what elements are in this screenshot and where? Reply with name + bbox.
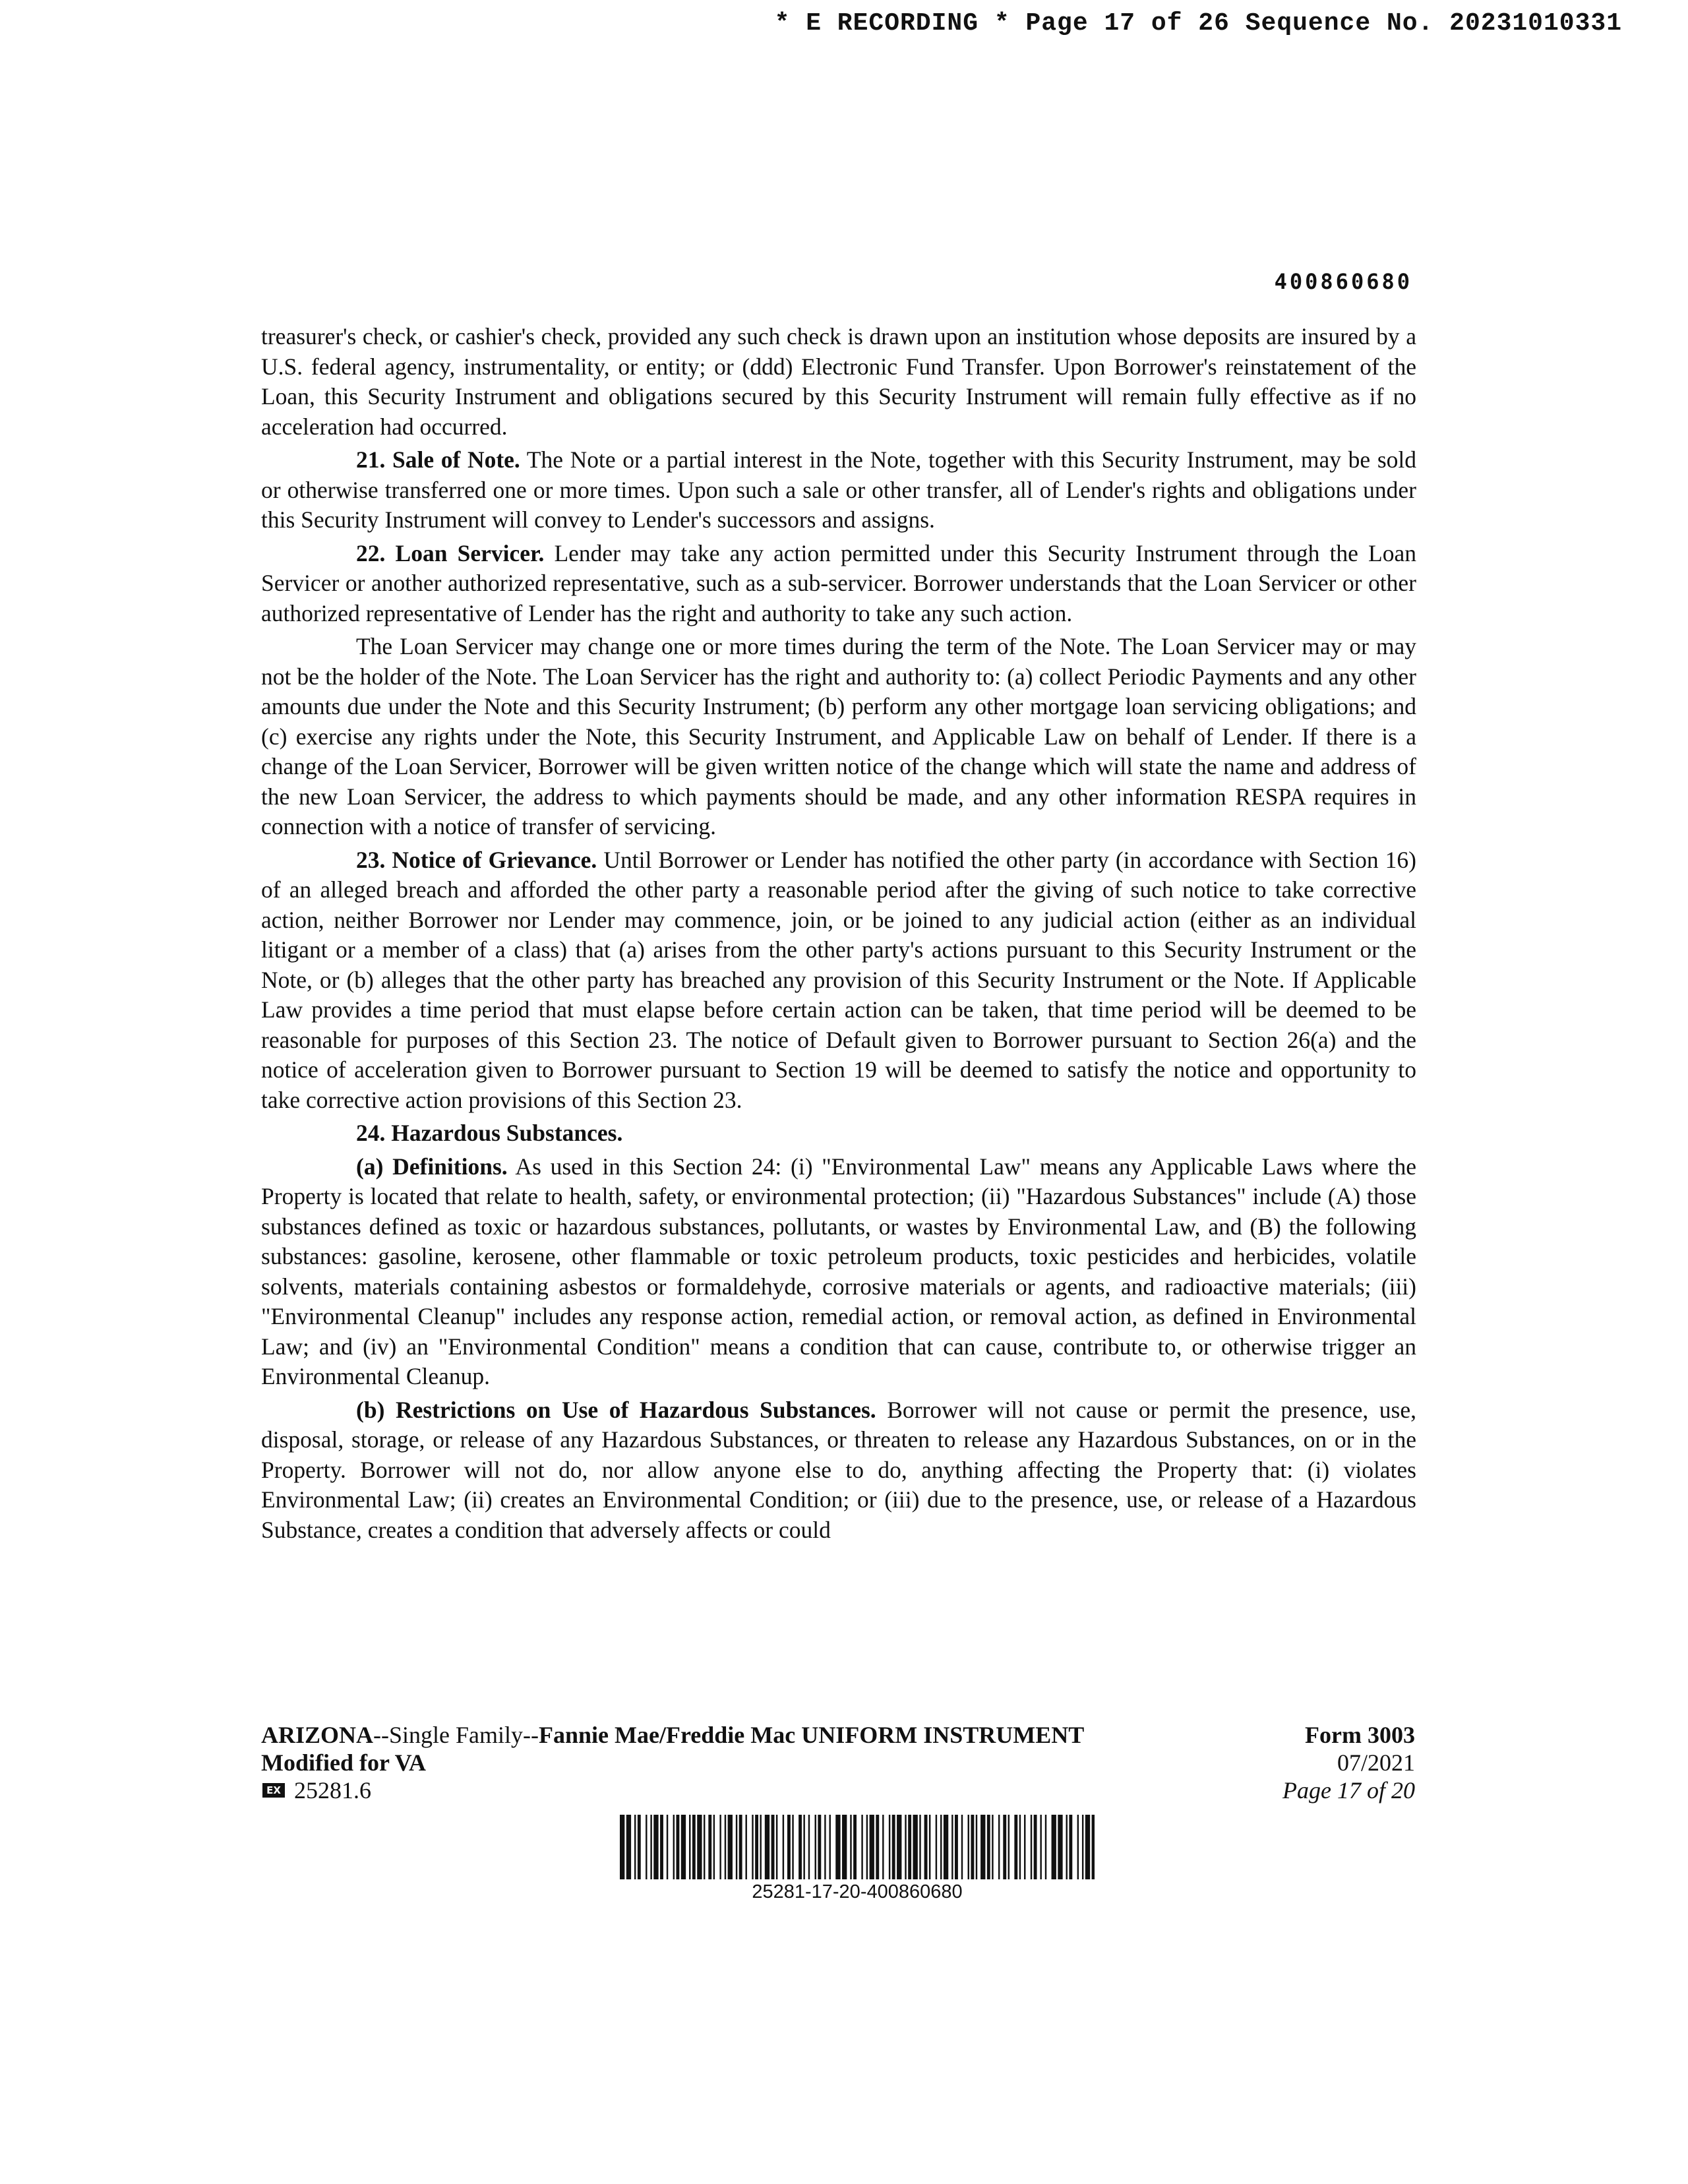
barcode-bar <box>697 1815 702 1879</box>
barcode-bar <box>653 1815 658 1879</box>
barcode-bar <box>1085 1815 1090 1879</box>
barcode-bar <box>976 1815 977 1879</box>
barcode-bar <box>882 1815 884 1879</box>
section-heading: (b) Restrictions on Use of Hazardous Substances. <box>356 1396 876 1423</box>
barcode-bar <box>704 1815 705 1879</box>
barcode-bar <box>1024 1815 1025 1879</box>
barcode-bar <box>620 1815 624 1879</box>
barcode-bar <box>1019 1815 1021 1879</box>
barcode-bar <box>719 1815 721 1879</box>
footer-form-date: 07/2021 <box>1337 1749 1415 1776</box>
footer-modified: Modified for VA <box>261 1749 427 1776</box>
section-heading: 24. Hazardous Substances. <box>356 1120 623 1146</box>
barcode-bar <box>992 1815 993 1879</box>
barcode-bar <box>760 1815 761 1879</box>
barcode-bar <box>803 1815 804 1879</box>
barcode-bar <box>929 1815 930 1879</box>
barcode-bar <box>1003 1815 1006 1879</box>
footer-title-line <box>261 1721 1084 1749</box>
footer-doc-code: 25281.6 <box>294 1777 371 1804</box>
barcode-bar <box>835 1815 840 1879</box>
paragraph-loan-servicer-change <box>261 632 1416 842</box>
barcode-bar <box>913 1815 918 1879</box>
barcode-bar <box>980 1815 985 1879</box>
barcode-bar <box>787 1815 791 1879</box>
paragraph-hazardous-substances <box>261 1118 1416 1149</box>
barcode-bar <box>660 1815 663 1879</box>
footer-form-title <box>261 1721 1084 1804</box>
barcode-bar <box>681 1815 686 1879</box>
paragraph-text: treasurer's check, or cashier's check, provided any such check is drawn upon an institution whose deposits are insured by a U.S. federal agency, instrumentality, or entity; or (ddd) Electronic Fund Transfer. Upon Borrower's reinstatement of the Loan, this Security Instrument and obligations secured by this Security Instrument will remain fully effective as if no acceleration had occurred. <box>261 323 1416 440</box>
section-heading: 23. Notice of Grievance. <box>356 846 597 873</box>
barcode-bar <box>850 1815 851 1879</box>
paragraph-text: The Loan Servicer may change one or more times during the term of the Note. The Loan Servicer may or may not be the holder of the Note. The Loan Servicer has the right and authority to: (a) collect Periodic Payments and any other amounts due under the Note and this Security Instrument; (b) perform any other mortgage loan servicing obligations; and (c) exercise any rights under the Note, this Security Instrument, and Applicable Law on behalf of Lender. If there is a change of the Loan Servicer, Borrower will be given written notice of the change which will state the name and address of the new Loan Servicer, the address to which payments should be made, and any other information RESPA requires in connection with a notice of transfer of servicing. <box>261 633 1416 839</box>
barcode-image <box>620 1815 1095 1879</box>
barcode-bar <box>799 1815 802 1879</box>
barcode-bar <box>634 1815 636 1879</box>
paragraph-text: The Note or a partial interest in the Note, together with this Security Instrument, may be sold or otherwise transferred one or more times. Upon such a sale or other transfer, all of Lender's rights and obligations under this Security Instrument will convey to Lender's successors and assigns. <box>261 446 1416 533</box>
barcode-bar <box>626 1815 631 1879</box>
loan-number: 400860680 <box>1274 269 1412 294</box>
barcode-bar <box>1069 1815 1072 1879</box>
barcode-bar <box>752 1815 753 1879</box>
barcode-bar <box>829 1815 831 1879</box>
barcode-bar <box>776 1815 777 1879</box>
paragraph-text: As used in this Section 24: (i) "Environmental Law" means any Applicable Laws where the Property is located that relate to health, safety, or environmental protection; (ii) "Hazardous Substances" include (A) those substances defined as toxic or hazardous substances, pollutants, or wastes by Environmental Law, and (B) the following substances: gasoline, kerosene, other flammable or toxic petroleum products, toxic pesticides and herbicides, volatile solvents, materials containing asbestos or formaldehyde, corrosive materials or agents, and radioactive materials; (iii) "Environmental Cleanup" includes any response action, remedial action, or removal action, as defined in Environmental Law; and (iv) an "Environmental Condition" means a condition that can cause, contribute to, or otherwise trigger an Environmental Cleanup. <box>261 1153 1416 1389</box>
barcode-bar <box>815 1815 816 1879</box>
barcode-bar <box>1040 1815 1041 1879</box>
barcode-bar <box>673 1815 675 1879</box>
barcode-bar <box>905 1815 906 1879</box>
barcode-bar <box>765 1815 769 1879</box>
ex-logo-icon: EX <box>262 1783 285 1798</box>
barcode-bar <box>689 1815 690 1879</box>
section-heading: 21. Sale of Note. <box>356 446 520 473</box>
barcode-bar <box>792 1815 793 1879</box>
barcode-bar <box>1092 1815 1095 1879</box>
barcode-bar <box>961 1815 963 1879</box>
barcode-bar <box>955 1815 958 1879</box>
recording-header: * E RECORDING * Page 17 of 26 Sequence No. 20231010331 <box>774 9 1622 38</box>
barcode-bar <box>1058 1815 1062 1879</box>
barcode-bar <box>853 1815 857 1879</box>
section-heading: 22. Loan Servicer. <box>356 539 545 566</box>
barcode-bar <box>1034 1815 1037 1879</box>
barcode-bar <box>876 1815 879 1879</box>
barcode-bar <box>783 1815 784 1879</box>
barcode-bar <box>1014 1815 1017 1879</box>
barcode-bar <box>736 1815 737 1879</box>
barcode-bar <box>824 1815 826 1879</box>
barcode-bar <box>667 1815 668 1879</box>
barcode-bar <box>818 1815 821 1879</box>
barcode-bar <box>987 1815 990 1879</box>
barcode-bar <box>728 1815 733 1879</box>
barcode-bar <box>1008 1815 1010 1879</box>
barcode-caption: 25281-17-20-400860680 <box>752 1881 963 1902</box>
barcode-bar <box>866 1815 868 1879</box>
barcode-bar <box>708 1815 711 1879</box>
barcode-bar <box>713 1815 715 1879</box>
section-heading: (a) Definitions. <box>356 1153 508 1180</box>
barcode-bar <box>892 1815 895 1879</box>
barcode-bar <box>940 1815 942 1879</box>
barcode-bar <box>1066 1815 1068 1879</box>
footer-family: --Single Family-- <box>373 1722 539 1748</box>
footer-state: ARIZONA <box>261 1722 374 1748</box>
barcode-bar <box>1082 1815 1083 1879</box>
barcode-bar <box>897 1815 901 1879</box>
paragraph-restrictions <box>261 1395 1416 1546</box>
barcode-bar <box>1052 1815 1056 1879</box>
barcode-bar <box>650 1815 651 1879</box>
paragraph-text: Until Borrower or Lender has notified the other party (in accordance with Section 16) of an alleged breach and afforded the other party a reasonable period after the giving of such notice to take corrective action, neither Borrower nor Lender may commence, join, or be joined to any judicial action (either as an individual litigant or a member of a class) that (a) arises from the other party's actions pursuant to this Security Instrument or the Note, or (b) alleges that the other party has breached any provision of this Security Instrument or the Note. If Applicable Law provides a time period that must elapse before certain action can be taken, that time period will be deemed to be reasonable for purposes of this Section 23. The notice of Default given to Borrower pursuant to Section 26(a) and the notice of acceleration given to Borrower pursuant to Section 19 will be deemed to satisfy the notice and opportunity to take corrective action provisions of this Section 23. <box>261 846 1417 1113</box>
barcode-bar <box>944 1815 948 1879</box>
barcode-bar <box>842 1815 847 1879</box>
barcode-bar <box>746 1815 747 1879</box>
paragraph-text: Borrower will not cause or permit the presence, use, disposal, storage, or release of any Hazardous Substances, or threaten to release any Hazardous Substances, on or in the Property. Borrower will not do, nor allow anyone else to do, anything affecting the Property that: (i) violates Environmental Law; (ii) creates an Environmental Condition; or (iii) due to the presence, use, or release of a Hazardous Substance, creates a condition that adversely affects or could <box>261 1396 1416 1543</box>
barcode-bar <box>968 1815 969 1879</box>
paragraph-loan-servicer <box>261 539 1416 629</box>
paragraph-notice-of-grievance <box>261 845 1416 1116</box>
barcode-bar <box>998 1815 1000 1879</box>
barcode-bar <box>1077 1815 1079 1879</box>
barcode-bar <box>919 1815 920 1879</box>
barcode-bar <box>646 1815 647 1879</box>
footer-form-info <box>1282 1721 1415 1804</box>
paragraph-reinstatement <box>261 322 1416 442</box>
barcode-bar <box>936 1815 937 1879</box>
barcode-bar <box>861 1815 862 1879</box>
barcode-bar <box>808 1815 810 1879</box>
barcode-bar <box>971 1815 974 1879</box>
barcode-bar <box>1031 1815 1032 1879</box>
footer-instrument: Fannie Mae/Freddie Mac UNIFORM INSTRUMENT <box>538 1722 1085 1748</box>
barcode-bar <box>924 1815 928 1879</box>
document-body <box>261 322 1416 1548</box>
barcode-bar <box>638 1815 641 1879</box>
barcode-bar <box>676 1815 679 1879</box>
barcode-bar <box>692 1815 696 1879</box>
barcode-bar <box>1045 1815 1046 1879</box>
barcode-bar <box>889 1815 890 1879</box>
barcode-bar <box>755 1815 758 1879</box>
barcode-bar <box>725 1815 726 1879</box>
paragraph-text: Lender may take any action permitted under this Security Instrument through the Loan Servicer or another authorized representative, such as a sub-servicer. Borrower understands that the Loan Servicer or other authorized representative of Lender has the right and authority to take any such action. <box>261 539 1416 626</box>
footer-form-number: Form 3003 <box>1305 1722 1415 1748</box>
paragraph-definitions <box>261 1152 1416 1392</box>
barcode-bar <box>771 1815 775 1879</box>
barcode-bar <box>908 1815 911 1879</box>
barcode-bar <box>870 1815 874 1879</box>
barcode-bar <box>951 1815 953 1879</box>
paragraph-sale-of-note <box>261 445 1416 535</box>
barcode-bar <box>739 1815 742 1879</box>
footer-doc-code-line <box>261 1776 1084 1804</box>
footer-page-number: Page 17 of 20 <box>1282 1777 1415 1804</box>
